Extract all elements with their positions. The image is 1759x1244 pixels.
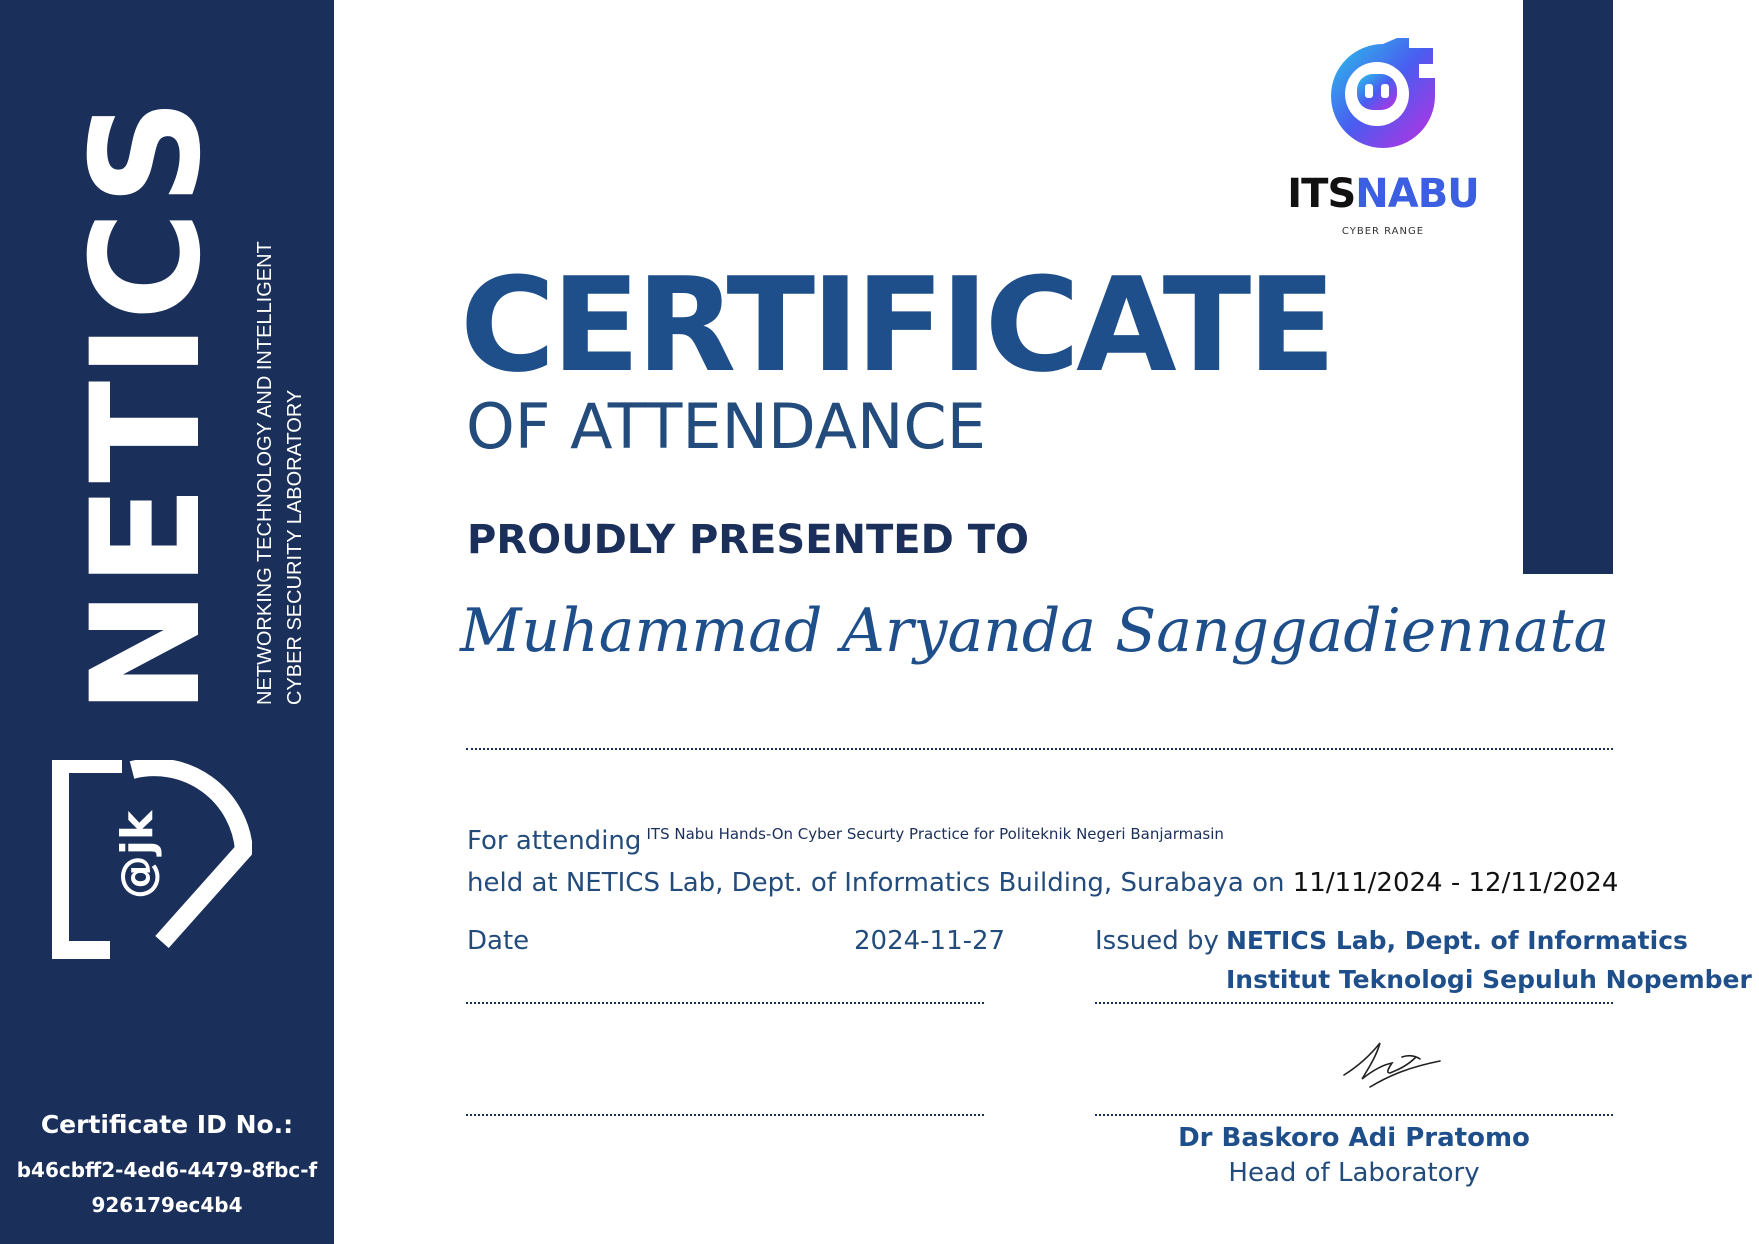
event-name: ITS Nabu Hands-On Cyber Securty Practice for Politeknik Negeri Banjarmasin	[646, 825, 1224, 843]
date-label: Date	[467, 926, 530, 956]
issuer-line2: Institut Teknologi Sepuluh Nopember	[1226, 965, 1752, 994]
brand-subtitle-line1: NETWORKING TECHNOLOGY AND INTELLIGENT	[254, 241, 276, 705]
logo-wordmark-nabu: NABU	[1355, 171, 1479, 217]
signatory-title: Head of Laboratory	[1228, 1158, 1480, 1188]
brand-name: NETICS	[60, 95, 234, 715]
certificate-subtitle: OF ATTENDANCE	[466, 390, 986, 463]
its-nabu-logo	[1278, 34, 1488, 244]
certificate-id-value: b46cbff2-4ed6-4479-8fbc-f926179ec4b4	[16, 1158, 318, 1217]
certificate-id-label: Certificate ID No.:	[40, 1110, 294, 1139]
presented-to-heading: PROUDLY PRESENTED TO	[467, 517, 1030, 563]
logo-tagline: CYBER RANGE	[1341, 226, 1425, 237]
nabu-mascot-icon	[1317, 34, 1449, 152]
held-at-text: held at NETICS Lab, Dept. of Informatics Building, Surabaya on	[467, 868, 1285, 898]
right-signature-divider	[1095, 1114, 1613, 1116]
brand-subtitle-line2: CYBER SECURITY LABORATORY	[284, 389, 306, 705]
signature-icon	[1342, 1035, 1442, 1095]
certificate-title: CERTIFICATE	[460, 249, 1333, 401]
brand-subtitle	[250, 241, 310, 705]
recipient-divider	[466, 748, 1613, 750]
decorative-ribbon	[1523, 0, 1613, 574]
event-dates: 11/11/2024 - 12/11/2024	[1292, 868, 1619, 898]
recipient-name: Muhammad Aryanda Sanggadiennata	[460, 596, 1610, 666]
signatory-name: Dr Baskoro Adi Pratomo	[1178, 1123, 1530, 1153]
sidebar	[0, 0, 334, 1244]
issuer-divider	[1095, 1002, 1613, 1004]
issuer-line1: NETICS Lab, Dept. of Informatics	[1226, 926, 1688, 955]
emblem-text: @jk	[112, 810, 163, 900]
lab-emblem-icon	[52, 760, 252, 960]
date-divider	[466, 1002, 984, 1004]
logo-wordmark-its: ITS	[1287, 171, 1356, 217]
left-signature-divider	[466, 1114, 984, 1116]
for-attending-line	[467, 825, 1224, 856]
date-value: 2024-11-27	[854, 926, 1006, 956]
certificate-id	[0, 1110, 334, 1223]
logo-wordmark	[1278, 171, 1488, 217]
for-attending-label: For attending	[467, 826, 642, 856]
held-at-line	[467, 870, 1618, 896]
issued-by-label: Issued by	[1095, 926, 1219, 956]
